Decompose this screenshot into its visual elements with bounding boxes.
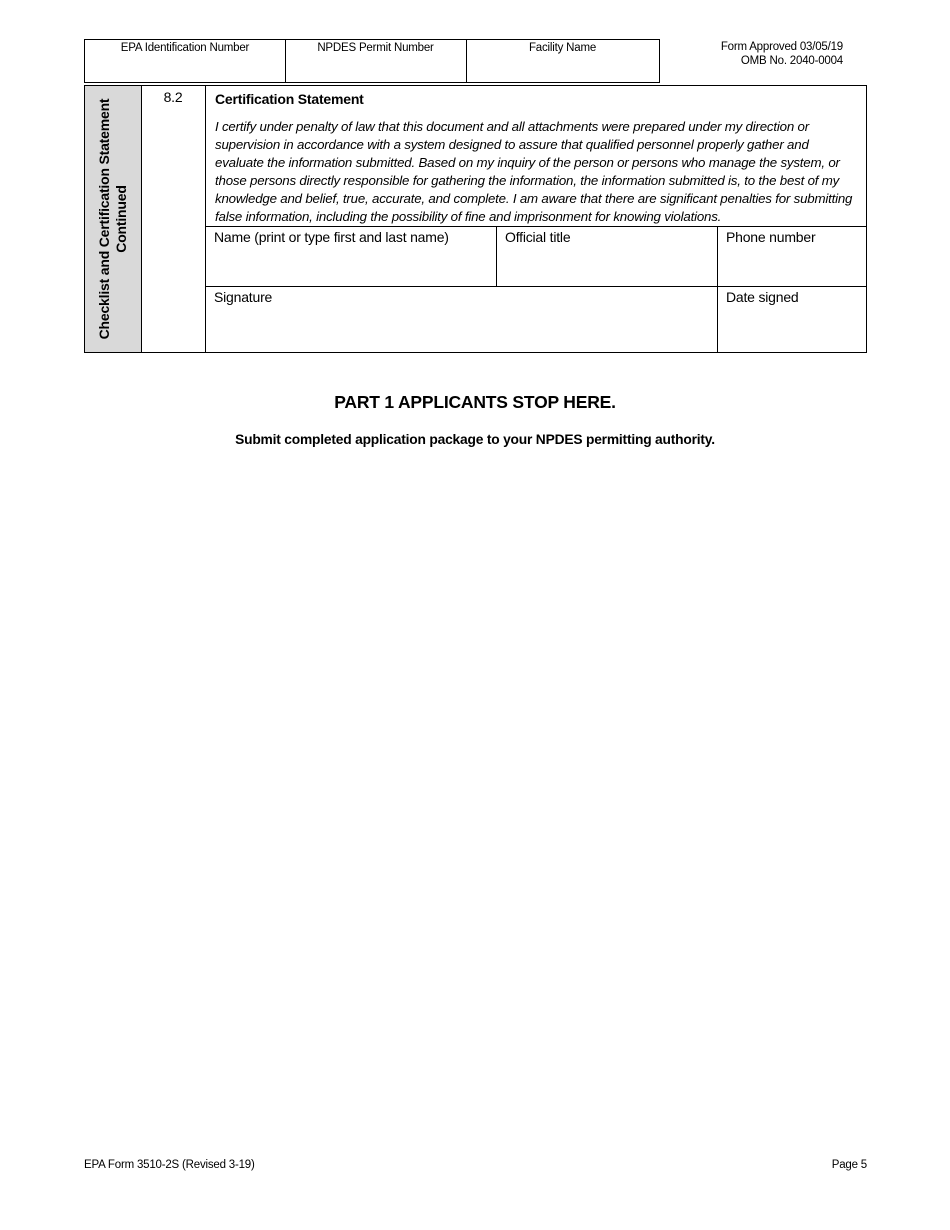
npdes-permit-box[interactable] [285, 39, 467, 83]
npdes-permit-label: NPDES Permit Number [317, 42, 434, 54]
signature-label: Signature [214, 289, 273, 305]
signature-row [206, 286, 866, 352]
footer-page-number: Page 5 [831, 1159, 867, 1171]
signer-info-row [206, 226, 866, 286]
signature-field[interactable] [206, 287, 718, 352]
certification-title: Certification Statement [215, 91, 364, 107]
omb-number: OMB No. 2040-0004 [740, 55, 843, 67]
form-header [84, 39, 867, 83]
certification-section [84, 85, 867, 353]
date-signed-label: Date signed [726, 289, 799, 305]
footer-form-id: EPA Form 3510-2S (Revised 3-19) [84, 1159, 255, 1171]
phone-number-field[interactable] [717, 227, 866, 286]
form-approved-date: Form Approved 03/05/19 [720, 41, 843, 53]
name-field[interactable] [206, 227, 496, 286]
certification-content [205, 85, 867, 353]
epa-id-box[interactable] [84, 39, 286, 83]
name-field-label: Name (print or type first and last name) [214, 229, 449, 245]
section-side-label [84, 85, 142, 353]
epa-id-label: EPA Identification Number [120, 42, 250, 54]
date-signed-field[interactable] [717, 287, 866, 352]
official-title-field[interactable] [496, 227, 718, 286]
facility-name-box[interactable] [466, 39, 660, 83]
phone-number-label: Phone number [726, 229, 816, 245]
section-side-title: Checklist and Certification Statement Continued [96, 98, 129, 340]
item-number: 8.2 [141, 85, 206, 353]
form-approval-block [721, 40, 843, 68]
certification-text: I certify under penalty of law that this document and all attachments were prepared under my direction or supervision in accordance with a system designed to assure that qualified personnel properly gather and evaluate the information submitted. Based on my inquiry of the person or persons who manage the system, or those persons directly responsible for gathering the information, the information submitted is, to the best of my knowledge and belief, true, accurate, and complete. I am aware that there are significant penalties for submitting false information, including the possibility of fine and imprisonment for knowing violations. [215, 119, 853, 224]
submit-notice: Submit completed application package to your NPDES permitting authority. [235, 432, 715, 447]
stop-notice: PART 1 APPLICANTS STOP HERE. [334, 392, 616, 412]
facility-name-label: Facility Name [528, 42, 597, 54]
official-title-label: Official title [505, 229, 571, 245]
